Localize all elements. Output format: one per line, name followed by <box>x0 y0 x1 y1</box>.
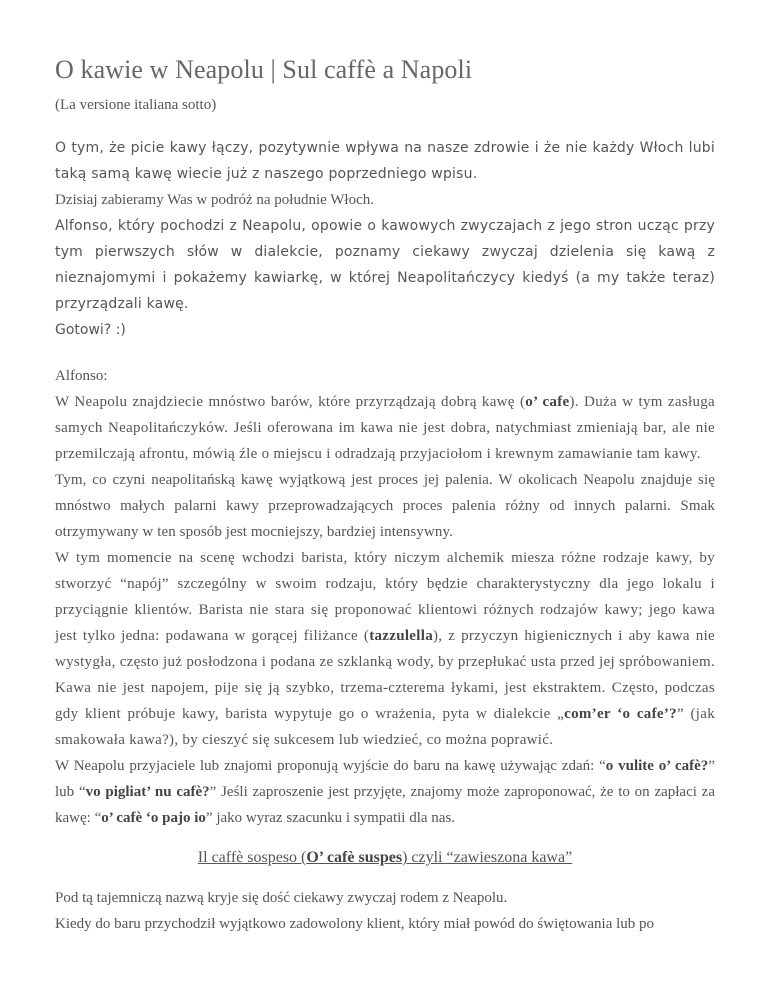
bold-term: o’ cafè ‘o pajo io <box>101 810 206 826</box>
bold-term: tazzulella <box>369 628 434 644</box>
section-heading: Il caffè sospeso (O’ cafè suspes) czyli “zawieszona kawa” <box>197 849 573 866</box>
bold-term: o’ cafe <box>525 394 570 410</box>
subtitle: (La versione italiana sotto) <box>55 97 217 113</box>
section-paragraph-1: Pod tą tajemniczą nazwą kryje się dość ciekawy zwyczaj rodem z Neapolu. <box>55 890 508 906</box>
intro-paragraph-1: O tym, że picie kawy łączy, pozytywnie wpływa na nasze zdrowie i że nie każdy Włoch lubi taką samą kawę wiecie już z naszego poprzedniego wpisu. <box>55 140 715 182</box>
alfonso-paragraph-2: Tym, co czyni neapolitańską kawę wyjątkową jest proces jej palenia. W okolicach Neapolu znajduje się mnóstwo małych palarni kawy przeprowadzających proces palenia różny od innych palarni. Smak otrzymywany w ten sposób jest mocniejszy, bardziej intensywny. <box>55 472 715 540</box>
article <box>55 55 715 937</box>
intro-paragraph-3: Alfonso, który pochodzi z Neapolu, opowie o kawowych zwyczajach z jego stron ucząc przy tym pierwszych słów w dialekcie, poznamy ciekawy zwyczaj dzielenia się kawą z nieznajomymi i pokażemy kawiarkę, w której Neapolitańczycy kiedyś (a my także teraz) przyrządzali kawę. <box>55 218 715 312</box>
bold-term: vo pigliat’ nu cafè? <box>85 784 210 800</box>
section-paragraph-2: Kiedy do baru przychodził wyjątkowo zadowolony klient, który miał powód do świętowania lub po <box>55 916 655 932</box>
alfonso-paragraph-1: W Neapolu znajdziecie mnóstwo barów, które przyrządzają dobrą kawę (o’ cafe). Duża w tym zasługa samych Neapolitańczyków. Jeśli oferowana im kawa nie jest dobra, natychmiast zmieniają bar, ale nie przemilczają afrontu, mówią źle o miejscu i odradzają przyjaciołom i krewnym zamawianie tam kawy. <box>55 394 715 462</box>
intro-paragraph-4: Gotowi? :) <box>55 322 126 338</box>
bold-term: com’er ‘o cafe’? <box>564 706 677 722</box>
page-title: O kawie w Neapolu | Sul caffè a Napoli <box>55 55 473 84</box>
intro-paragraph-2: Dzisiaj zabieramy Was w podróż na południe Włoch. <box>55 192 374 208</box>
alfonso-label: Alfonso: <box>55 368 108 384</box>
alfonso-paragraph-3: W tym momencie na scenę wchodzi barista, który niczym alchemik miesza różne rodzaje kawy, by stworzyć “napój” szczególny w swoim rodzaju, który będzie charakterystyczny dla jego lokalu i przyciągnie klientów. Barista nie stara się proponować klientowi różnych rodzajów kawy; jego kawa jest tylko jedna: podawana w gorącej filiżance (tazzulella), z przyczyn higienicznych i aby kawa nie wystygła, często już posłodzona i podana ze szklanką wody, by przepłukać usta przed jej spróbowaniem. Kawa nie jest napojem, pije się ją szybko, trzema-czterema łykami, jest ekstraktem. Często, podczas gdy klient próbuje kawy, barista wypytuje go o wrażenia, pyta w dialekcie „com’er ‘o cafe’?” (jak smakowała kawa?), by cieszyć się sukcesem lub wiedzieć, co można poprawić. <box>55 550 715 748</box>
bold-term: o vulite o’ cafè? <box>605 758 709 774</box>
alfonso-paragraph-4: W Neapolu przyjaciele lub znajomi proponują wyjście do baru na kawę używając zdań: “o vulite o’ cafè?” lub “vo pigliat’ nu cafè?” Jeśli zaproszenie jest przyjęte, znajomy może zaproponować, że to on zapłaci za kawę: “o’ cafè ‘o pajo io” jako wyraz szacunku i sympatii dla nas. <box>55 758 716 826</box>
